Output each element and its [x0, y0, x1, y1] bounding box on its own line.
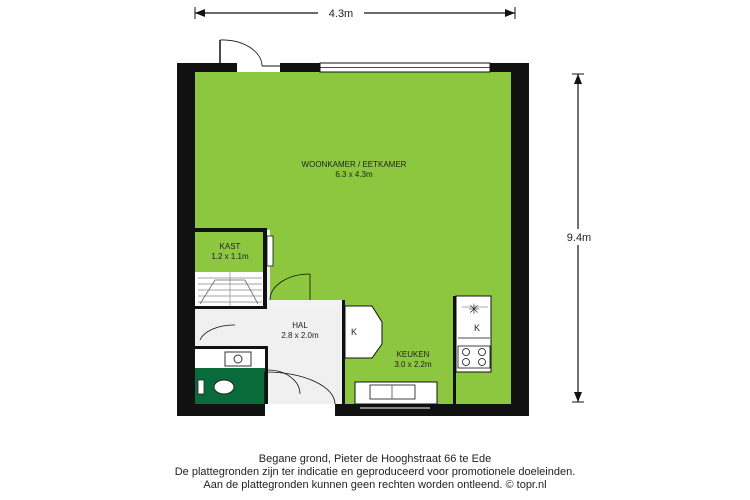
height-label: 9.4m — [566, 232, 592, 244]
room-keuken-size: 3.0 x 2.2m — [394, 360, 432, 369]
staircase — [195, 272, 267, 308]
room-kast-size: 1.2 x 1.1m — [211, 252, 249, 261]
room-keuken-name: KEUKEN — [396, 350, 430, 359]
height-dimension — [560, 74, 600, 402]
room-woonkamer-name: WOONKAMER / EETKAMER — [301, 160, 407, 169]
extractor-icon: ✳ — [468, 301, 480, 317]
caption-disclaimer: De plattegronden zijn ter indicatie en geproduceerd voor promotionele doeleinden. — [174, 466, 576, 478]
toilet-room — [195, 348, 265, 404]
width-label: 4.3m — [328, 8, 354, 20]
fridge-hal-label: K — [350, 327, 358, 337]
hal-area — [195, 308, 345, 348]
caption-title: Begane grond, Pieter de Hooghstraat 66 te Ede — [258, 453, 492, 465]
room-hal-size: 2.8 x 2.0m — [281, 331, 319, 340]
width-dimension — [195, 5, 515, 21]
room-hal-name: HAL — [292, 321, 308, 330]
fridge-kitchen-label: K — [473, 323, 481, 333]
fridge-hal — [345, 306, 382, 358]
kitchen-bottom-unit — [355, 382, 437, 408]
room-kast-name: KAST — [219, 242, 241, 251]
window-top — [320, 63, 490, 72]
room-woonkamer-size: 6.3 x 4.3m — [335, 170, 373, 179]
caption-rights: Aan de plattegronden kunnen geen rechten worden ontleend. © topr.nl — [203, 479, 547, 491]
kast-door — [267, 236, 273, 266]
